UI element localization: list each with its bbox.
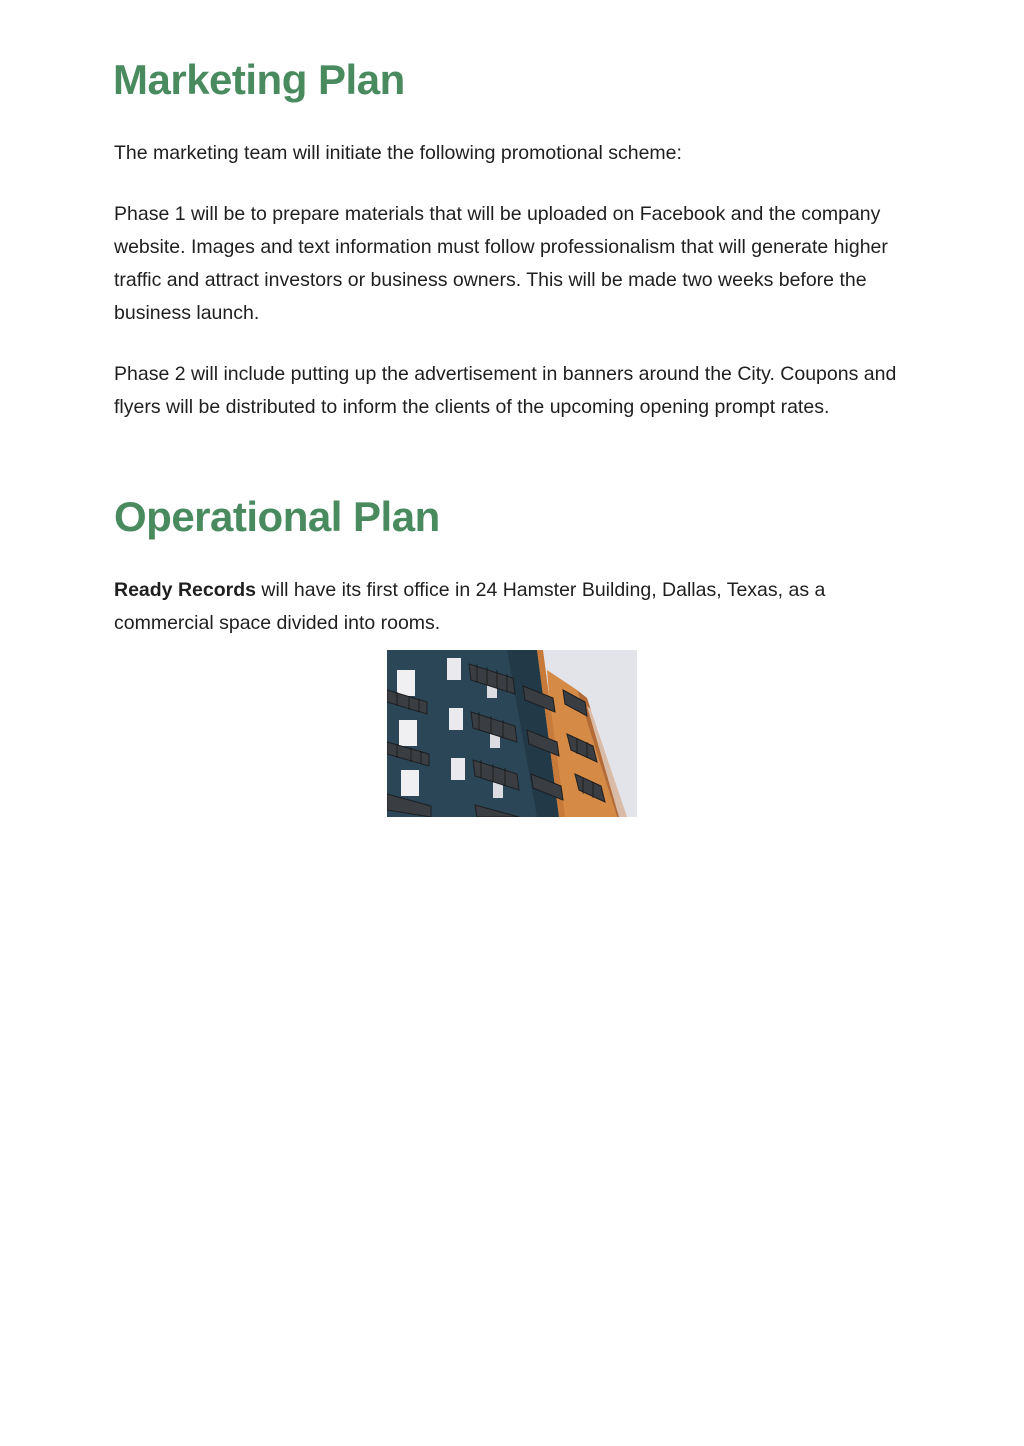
phase-2-paragraph: Phase 2 will include putting up the advertisement in banners around the City. Coupons and flyers will be distributed to inform the clients of the upcoming opening prompt rates. [114,363,897,418]
office-location-paragraph [114,574,904,640]
phase-1-paragraph: Phase 1 will be to prepare materials that will be uploaded on Facebook and the company website. Images and text information must follow professionalism that will generate higher traffic and attract investors or business owners. This will be made two weeks before the business launch. [114,203,888,324]
operational-plan-heading: Operational Plan [114,493,440,540]
company-name: Ready Records [114,579,256,601]
building-photo [387,650,637,817]
office-description: will have its first office in 24 Hamster Building, Dallas, Texas, as a commercial space divided into rooms. [114,579,826,634]
marketing-plan-heading: Marketing Plan [113,56,405,103]
apartment-building-image [387,650,637,817]
marketing-intro-paragraph: The marketing team will initiate the following promotional scheme: [114,142,682,164]
